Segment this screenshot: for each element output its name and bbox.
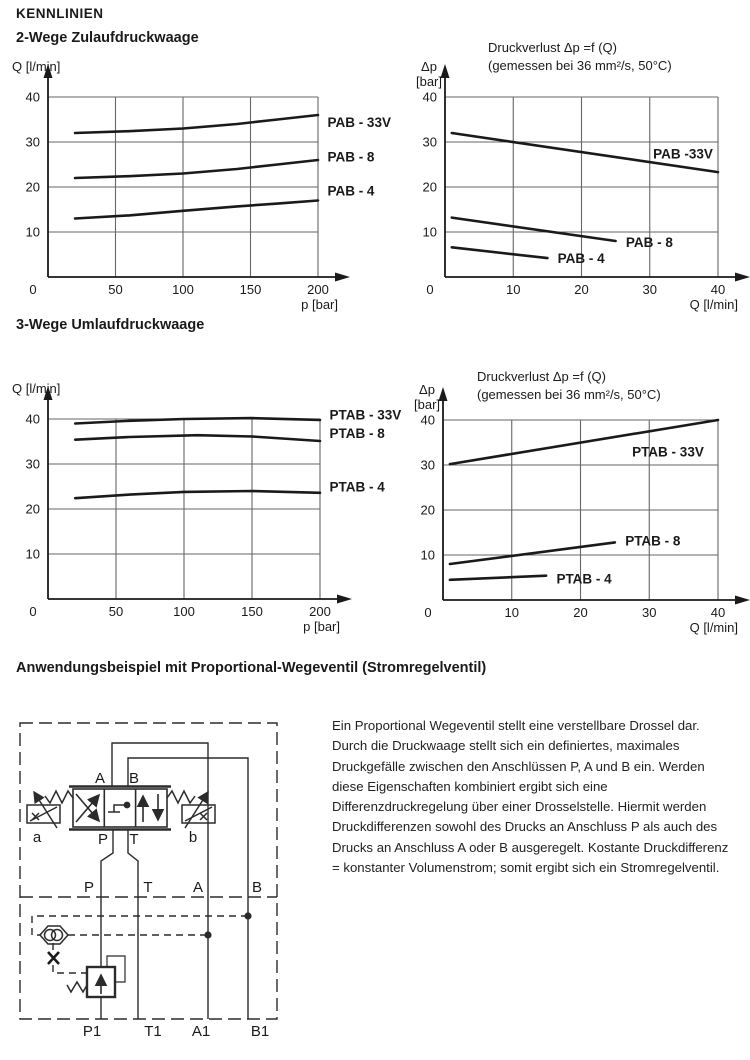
x-axis-arrow [335,273,350,282]
spring-right-icon [167,791,195,803]
y-tick-label: 30 [420,457,435,473]
y-tick-label: 20 [25,501,40,517]
curve-label: PTAB - 8 [329,425,385,441]
curve-label: PAB - 4 [557,251,605,267]
curve-label: PTAB - 8 [625,533,681,549]
curve-label: PTAB - 4 [329,479,385,495]
p-line [101,829,113,1019]
x-axis-arrow [337,595,352,604]
subplate-label-p1: P1 [82,1023,102,1040]
y-axis-title: Δp [421,59,437,74]
solenoid-label-b: b [188,829,198,846]
x-tick-label: 150 [241,604,263,619]
chart-title: Druckverlust Δp =f (Q) [477,369,606,384]
x-tick-label: 30 [642,605,657,620]
x-tick-label: 0 [29,604,37,619]
curve-label: PAB - 8 [625,234,673,250]
x-tick-label: 10 [506,282,521,297]
proportional-directional-valve [69,787,171,830]
curve [75,435,320,441]
y-tick-label: 10 [422,224,437,240]
curve-label: PTAB - 33V [329,407,402,423]
chart-title: Druckverlust Δp =f (Q) [488,40,617,55]
y-tick-label: 40 [25,89,40,105]
compensator-spring-icon [67,982,87,992]
curve-label: PTAB - 33V [632,444,704,460]
section-3-wege-heading: 3-Wege Umlaufdruckwaage [16,317,205,333]
x-tick-label: 0 [426,282,434,297]
x-tick-label: 100 [173,604,195,619]
y-axis-title: Q [l/min] [12,59,61,74]
valve-port-label-t: T [129,831,139,848]
curve-label: PAB - 8 [327,149,375,165]
blocked-port-x-icon [48,952,59,964]
valve-port-label-a: A [94,770,106,787]
chart-pab-flow-vs-pressure [10,55,420,317]
x-tick-label: 150 [239,282,262,297]
curve [452,218,616,241]
curve-label: PAB - 33V [327,114,391,130]
page-title: KENNLINIEN [16,6,104,21]
junction-dot-a [204,931,211,938]
x-tick-label: 0 [424,605,432,620]
application-description: Ein Proportional Wegeventil stellt eine verstellbare Drossel dar. Durch die Druckwaage stellt sich ein definiertes, maximales Druckgefälle zwischen den Anschlüssen P, A und B ein. Werden diese Eigenschaften kombiniert ergibt sich eine Differenzdruckregelung über einer Drosselstelle. Hiermit werden Druckdifferenzen sowohl des Drucks an Anschluss P als auch des Drucks an Anschluss A oder B ausgeregelt. Kostante Druckdifferenz = konstanter Volumenstrom; somit ergibt sich ein Stromregelventil. [332,718,729,876]
subplate-label-b1: B1 [250,1023,270,1040]
shuttle-valve-icon [40,926,68,944]
chart-pab-pressure-loss [415,35,750,317]
chart-ptab-flow-vs-pressure [10,375,420,643]
x-axis-arrow [735,273,750,282]
y-tick-label: 30 [25,134,40,150]
pilot-line-b [32,916,248,935]
manifold-label-t: T [143,879,153,896]
x-axis-title: Q [l/min] [689,620,738,635]
y-tick-label: 30 [422,134,437,150]
curve-label: PTAB - 4 [556,571,612,587]
x-tick-label: 50 [108,604,124,619]
port-lines [101,743,248,1019]
curve [75,160,318,178]
pressure-compensator-icon [67,956,125,997]
y-tick-label: 40 [420,412,435,428]
chart-subtitle: (gemessen bei 36 mm²/s, 50°C) [477,387,661,402]
curve [450,576,546,580]
manifold-label-b: B [251,879,263,896]
x-axis-title: p [bar] [303,619,340,634]
t-line [128,829,138,1019]
y-tick-label: 20 [25,179,40,195]
manifold-label-a: A [192,879,204,896]
valve-port-label-p: P [97,831,109,848]
section-application-heading: Anwendungsbeispiel mit Proportional-Wegeventil (Stromregelventil) [16,660,487,676]
curve [452,247,548,258]
manifold-boundary [20,723,277,1019]
x-axis-arrow [735,596,750,605]
y-axis-title: Q [l/min] [12,381,61,396]
y-tick-label: 40 [25,411,40,427]
x-tick-label: 200 [309,604,331,619]
curve [450,542,615,564]
x-tick-label: 40 [710,605,726,620]
spring-left-icon [45,791,73,803]
curve-label: PAB -33V [653,146,713,162]
y-axis-title: [bar] [413,397,441,412]
x-tick-label: 20 [574,282,589,297]
curve [75,491,320,498]
schematic-labels [33,770,269,1040]
junction-dot-b [244,912,251,919]
curve [75,201,318,219]
curve [75,115,318,133]
x-tick-label: 50 [108,282,123,297]
x-tick-label: 200 [307,282,329,297]
y-tick-label: 20 [422,179,437,195]
curve-label: PAB - 4 [327,183,375,199]
y-tick-label: 10 [25,546,40,562]
x-tick-label: 20 [573,605,588,620]
y-tick-label: 10 [25,224,40,240]
y-tick-label: 40 [422,89,437,105]
subplate-label-a1: A1 [191,1023,211,1040]
solenoid-a-icon [27,791,73,828]
section-2-wege-heading: 2-Wege Zulaufdruckwaage [16,30,199,46]
y-tick-label: 30 [25,456,40,472]
valve-port-label-b: B [128,770,140,787]
x-tick-label: 10 [504,605,519,620]
x-tick-label: 0 [29,282,37,297]
pilot-line-a [53,935,208,973]
y-axis-title: Δp [419,382,435,397]
x-axis-title: p [bar] [301,297,338,312]
y-tick-label: 20 [420,502,435,518]
chart-subtitle: (gemessen bei 36 mm²/s, 50°C) [488,58,672,73]
x-tick-label: 100 [172,282,194,297]
x-tick-label: 30 [642,282,657,297]
solenoid-label-a: a [32,829,42,846]
y-tick-label: 10 [420,547,435,563]
subplate-label-t1: T1 [144,1023,162,1040]
y-axis-title: [bar] [415,74,443,89]
chart-ptab-pressure-loss [415,360,750,642]
x-axis-title: Q [l/min] [689,297,738,312]
x-tick-label: 40 [710,282,726,297]
hydraulic-circuit-diagram [10,715,330,1050]
manifold-label-p: P [83,879,95,896]
